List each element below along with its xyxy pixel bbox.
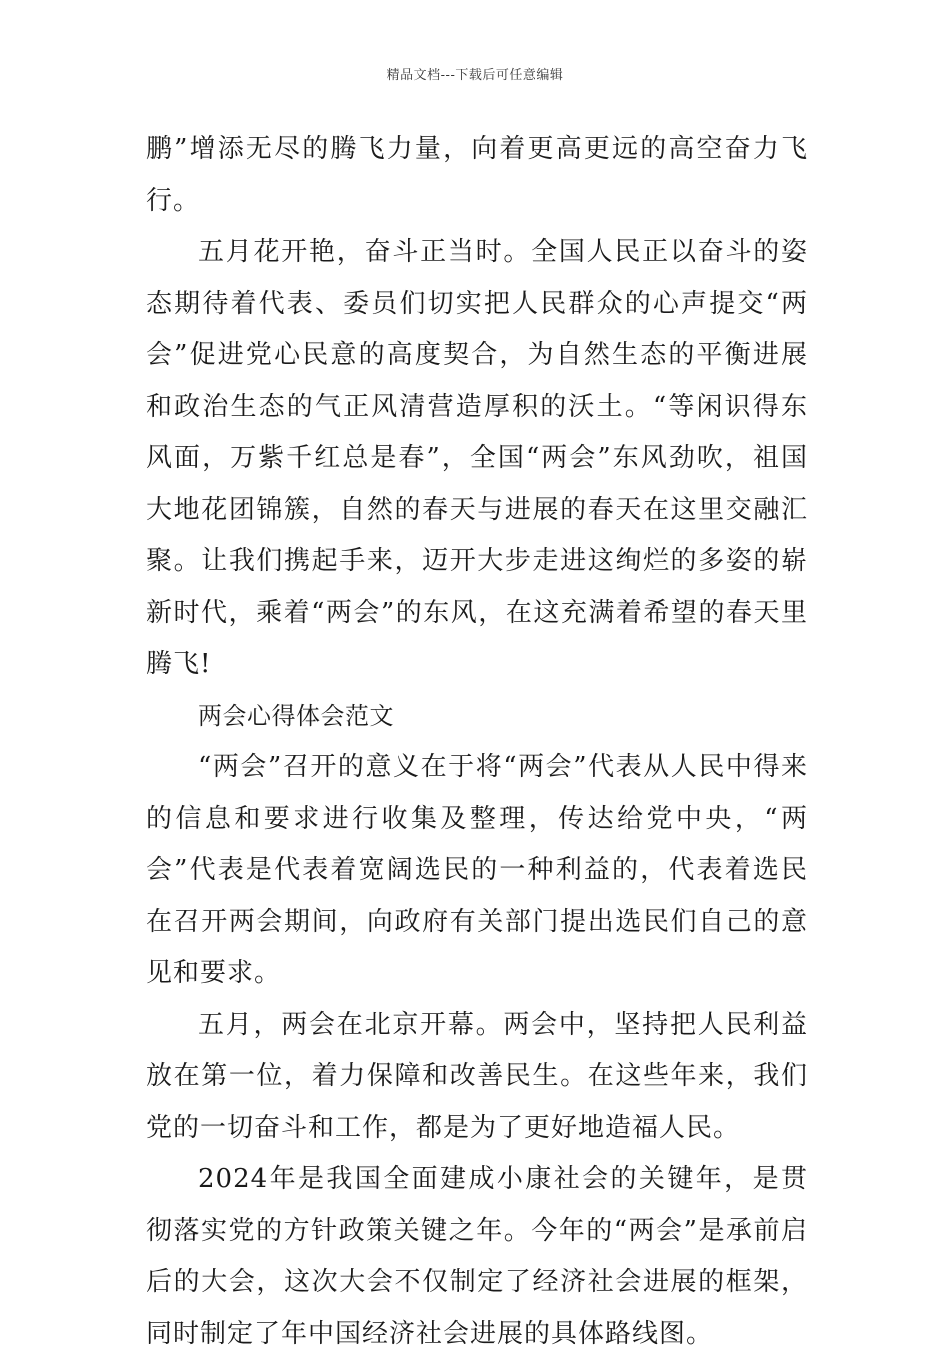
paragraph-may-flowers: 五月花开艳，奋斗正当时。全国人民正以奋斗的姿态期待着代表、委员们切实把人民群众的心声提交“两会”促进党心民意的高度契合，为自然生态的平衡进展和政治生态的气正风清营造厚积的沃土。“等闲识得东风面，万紫千红总是春”，全国“两会”东风劲吹，祖国大地花团锦簇，自然的春天与进展的春天在这里交融汇聚。让我们携起手来，迈开大步走进这绚烂的多姿的崭新时代，乘着“两会”的东风，在这充满着希望的春天里腾飞! bbox=[146, 237, 808, 679]
paragraph-2024: 2024年是我国全面建成小康社会的关键年，是贯彻落实党的方针政策关键之年。今年的“两会”是承前启后的大会，这次大会不仅制定了经济社会进展的框架，同时制定了年中国经济社会进展的具体路线图。 bbox=[146, 1164, 808, 1349]
paragraph-opening: 五月，两会在北京开幕。两会中，坚持把人民利益放在第一位，着力保障和改善民生。在这些年来，我们党的一切奋斗和工作，都是为了更好地造福人民。 bbox=[146, 1009, 808, 1143]
section-subtitle: 两会心得体会范文 bbox=[198, 701, 394, 730]
paragraph-continuation: 鹏”增添无尽的腾飞力量，向着更高更远的高空奋力飞行。 bbox=[146, 134, 808, 216]
page-header: 精品文档---下载后可任意编辑 bbox=[386, 68, 564, 83]
document-body bbox=[146, 124, 808, 1360]
paragraph-meaning: “两会”召开的意义在于将“两会”代表从人民中得来的信息和要求进行收集及整理，传达给党中央，“两会”代表是代表着宽阔选民的一种利益的，代表着选民在召开两会期间，向政府有关部门提出选民们自己的意见和要求。 bbox=[146, 752, 808, 988]
